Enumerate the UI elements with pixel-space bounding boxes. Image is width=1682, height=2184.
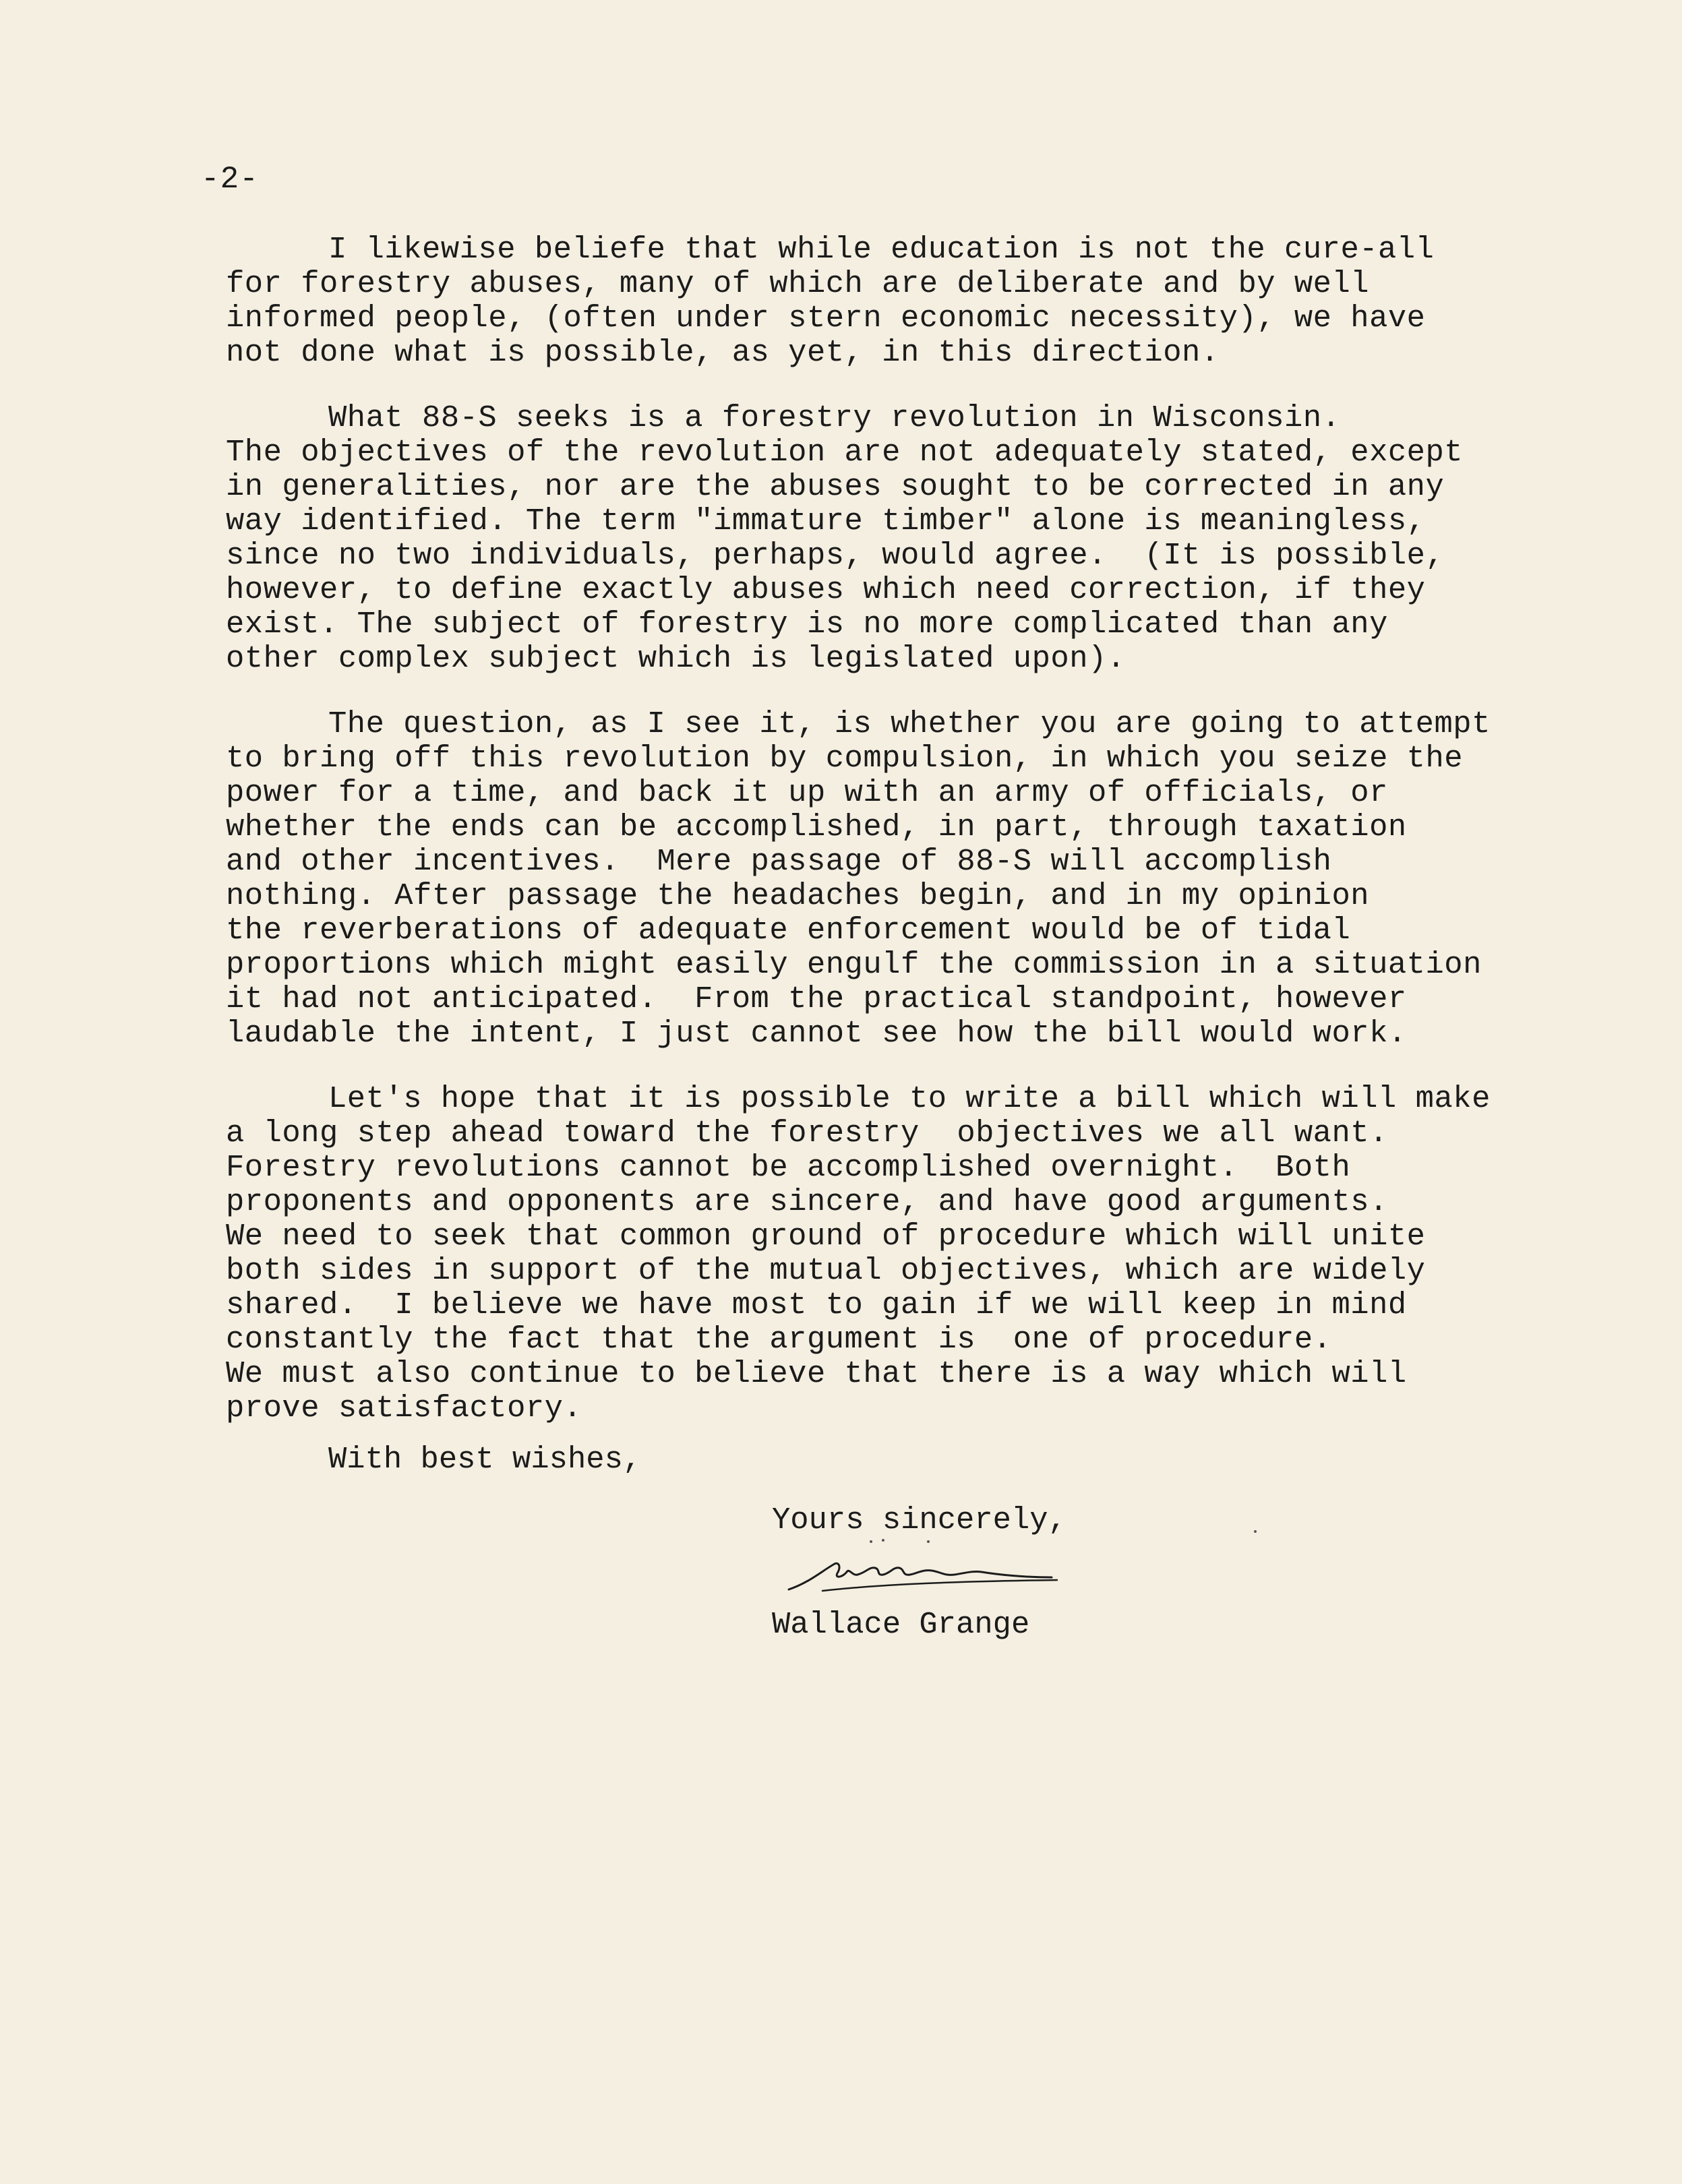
handwritten-signature bbox=[782, 1544, 1065, 1604]
text-line: the reverberations of adequate enforcement would be of tidal bbox=[226, 913, 1351, 948]
text-line: Forestry revolutions cannot be accomplished overnight. Both bbox=[226, 1150, 1351, 1185]
text-line: Let's hope that it is possible to write a bill which will make bbox=[328, 1081, 1491, 1116]
closing-line: With best wishes, bbox=[328, 1442, 642, 1477]
text-line: whether the ends can be accomplished, in part, through taxation bbox=[226, 810, 1407, 845]
page-number: -2- bbox=[201, 162, 259, 197]
ink-dot bbox=[1254, 1530, 1257, 1533]
paragraph-4 bbox=[226, 1082, 1588, 1426]
valediction: Yours sincerely, bbox=[772, 1503, 1067, 1538]
text-line: shared. I believe we have most to gain if we will keep in mind bbox=[226, 1287, 1407, 1323]
text-line: other complex subject which is legislated upon). bbox=[226, 641, 1126, 676]
text-line: proportions which might easily engulf the commission in a situation bbox=[226, 947, 1482, 982]
text-line: What 88-S seeks is a forestry revolution in Wisconsin. bbox=[328, 400, 1341, 435]
ink-dot bbox=[882, 1539, 884, 1542]
text-line: The objectives of the revolution are not adequately stated, except bbox=[226, 435, 1464, 470]
text-line: it had not anticipated. From the practical standpoint, however bbox=[226, 981, 1407, 1017]
text-line: proponents and opponents are sincere, and have good arguments. bbox=[226, 1184, 1388, 1219]
text-line: We must also continue to believe that there is a way which will bbox=[226, 1356, 1407, 1391]
text-line: however, to define exactly abuses which need correction, if they bbox=[226, 572, 1426, 607]
text-line: power for a time, and back it up with an army of officials, or bbox=[226, 775, 1388, 810]
text-line: The question, as I see it, is whether you are going to attempt bbox=[328, 706, 1491, 741]
text-line: exist. The subject of forestry is no more complicated than any bbox=[226, 607, 1388, 642]
letter-body bbox=[226, 233, 1588, 1457]
paragraph-3 bbox=[226, 707, 1588, 1051]
text-line: in generalities, nor are the abuses sought to be corrected in any bbox=[226, 469, 1445, 504]
paragraph-2 bbox=[226, 401, 1588, 676]
text-line: and other incentives. Mere passage of 88-S will accomplish bbox=[226, 844, 1332, 879]
text-line: to bring off this revolution by compulsion, in which you seize the bbox=[226, 741, 1464, 776]
text-line: both sides in support of the mutual objectives, which are widely bbox=[226, 1253, 1426, 1288]
text-line: laudable the intent, I just cannot see how the bill would work. bbox=[226, 1016, 1407, 1051]
text-line: nothing. After passage the headaches begin, and in my opinion bbox=[226, 878, 1370, 913]
text-line: constantly the fact that the argument is one of procedure. bbox=[226, 1322, 1332, 1357]
ink-dot bbox=[927, 1540, 930, 1543]
text-line: informed people, (often under stern economic necessity), we have bbox=[226, 301, 1426, 336]
text-line: not done what is possible, as yet, in this direction. bbox=[226, 335, 1220, 370]
text-line: way identified. The term "immature timber" alone is meaningless, bbox=[226, 504, 1426, 539]
text-line: for forestry abuses, many of which are deliberate and by well bbox=[226, 266, 1370, 301]
text-line: since no two individuals, perhaps, would agree. (It is possible, bbox=[226, 538, 1445, 573]
text-line: a long step ahead toward the forestry objectives we all want. bbox=[226, 1116, 1388, 1151]
text-line: We need to seek that common ground of procedure which will unite bbox=[226, 1219, 1426, 1254]
paragraph-1 bbox=[226, 233, 1588, 370]
signer-name: Wallace Grange bbox=[772, 1607, 1030, 1642]
text-line: prove satisfactory. bbox=[226, 1391, 582, 1426]
text-line: I likewise beliefe that while education is not the cure-all bbox=[328, 232, 1435, 267]
ink-dot bbox=[870, 1540, 872, 1543]
